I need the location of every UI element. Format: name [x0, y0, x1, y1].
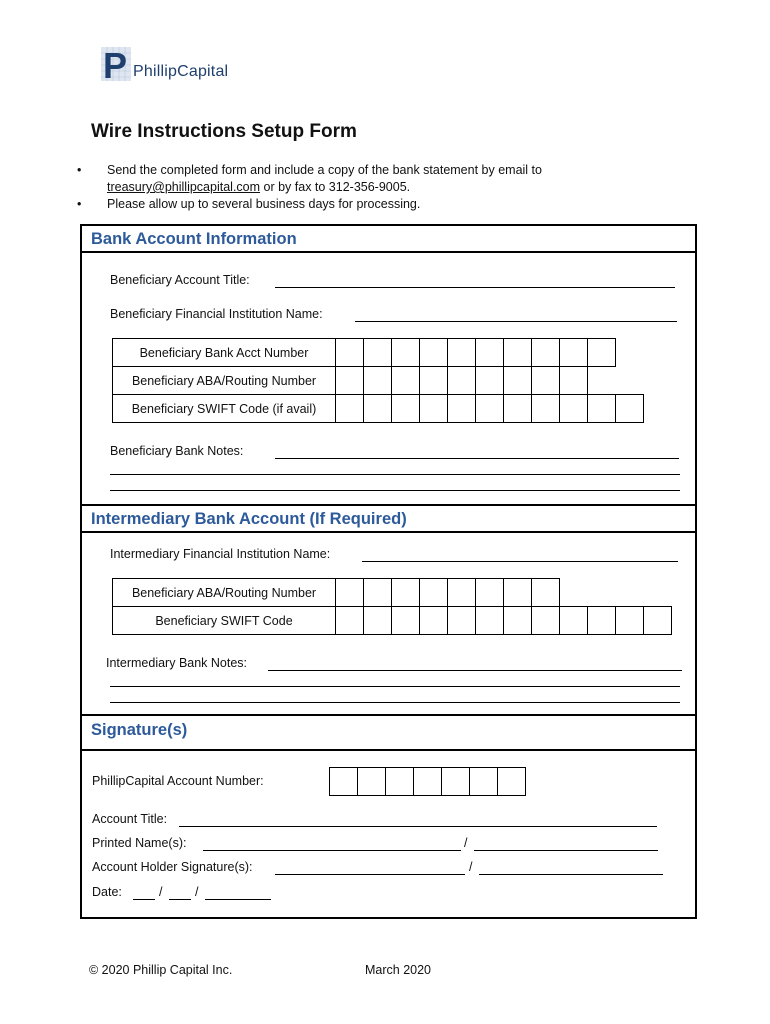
logo-mark-letter: P: [103, 47, 128, 81]
digit-box[interactable]: [504, 395, 532, 423]
printed-name-field-2[interactable]: [474, 850, 658, 851]
digit-box[interactable]: [336, 339, 364, 367]
beneficiary-notes-line[interactable]: [110, 474, 680, 475]
table-row: [113, 395, 644, 423]
digit-box[interactable]: [420, 395, 448, 423]
digit-box[interactable]: [364, 607, 392, 635]
intermediary-institution-field[interactable]: [362, 561, 678, 562]
beneficiary-account-title-field[interactable]: [275, 287, 675, 288]
acct-number-label: Beneficiary Bank Acct Number: [113, 339, 336, 367]
digit-box[interactable]: [476, 607, 504, 635]
signature-section-heading: Signature(s): [82, 716, 695, 751]
aba-routing-label: Beneficiary ABA/Routing Number: [113, 367, 336, 395]
beneficiary-notes-label: Beneficiary Bank Notes:: [110, 444, 244, 458]
digit-box[interactable]: [476, 395, 504, 423]
digit-box[interactable]: [504, 607, 532, 635]
digit-box[interactable]: [532, 339, 560, 367]
digit-box[interactable]: [532, 607, 560, 635]
signature-section: [80, 714, 697, 919]
digit-box[interactable]: [448, 367, 476, 395]
date-month-field[interactable]: [133, 899, 155, 900]
digit-box[interactable]: [616, 395, 644, 423]
digit-box[interactable]: [330, 768, 358, 796]
table-row: [113, 339, 644, 367]
digit-box[interactable]: [442, 768, 470, 796]
instructions-list: [74, 162, 542, 213]
digit-box[interactable]: [588, 395, 616, 423]
digit-box[interactable]: [364, 339, 392, 367]
intermediary-section-heading: Intermediary Bank Account (If Required): [82, 506, 695, 533]
holder-signature-label: Account Holder Signature(s):: [92, 860, 253, 874]
intermediary-notes-line[interactable]: [110, 686, 680, 687]
intermediary-aba-label: Beneficiary ABA/Routing Number: [113, 579, 336, 607]
digit-box[interactable]: [448, 339, 476, 367]
digit-box[interactable]: [588, 339, 616, 367]
signature-field-1[interactable]: [275, 874, 465, 875]
account-number-label: PhillipCapital Account Number:: [92, 774, 264, 788]
digit-box[interactable]: [476, 339, 504, 367]
bank-section-heading: Bank Account Information: [82, 226, 695, 253]
beneficiary-institution-field[interactable]: [355, 321, 677, 322]
date-year-field[interactable]: [205, 899, 271, 900]
beneficiary-notes-field[interactable]: [275, 458, 679, 459]
digit-box[interactable]: [392, 367, 420, 395]
digit-box[interactable]: [414, 768, 442, 796]
digit-box[interactable]: [364, 395, 392, 423]
swift-code-label: Beneficiary SWIFT Code (if avail): [113, 395, 336, 423]
digit-box[interactable]: [560, 339, 588, 367]
printed-names-slash: /: [464, 836, 468, 850]
digit-box[interactable]: [532, 579, 560, 607]
table-row: [113, 607, 672, 635]
digit-box[interactable]: [364, 367, 392, 395]
digit-box[interactable]: [420, 367, 448, 395]
instruction-text: Send the completed form and include a copy of the bank statement by email to: [107, 163, 542, 177]
digit-box[interactable]: [392, 339, 420, 367]
account-title-label: Account Title:: [92, 812, 168, 826]
digit-box[interactable]: [470, 768, 498, 796]
digit-box[interactable]: [504, 367, 532, 395]
digit-box[interactable]: [448, 395, 476, 423]
instruction-text: Please allow up to several business days for processing.: [107, 197, 421, 211]
instruction-item: [74, 162, 542, 196]
bullet-icon: •: [77, 197, 82, 211]
account-title-field[interactable]: [179, 826, 657, 827]
digit-box[interactable]: [392, 395, 420, 423]
digit-box[interactable]: [392, 579, 420, 607]
footer-copyright: © 2020 Phillip Capital Inc.: [89, 963, 233, 977]
digit-box[interactable]: [560, 395, 588, 423]
account-number-boxes: [329, 767, 526, 796]
digit-box[interactable]: [532, 395, 560, 423]
digit-box[interactable]: [386, 768, 414, 796]
table-row: [330, 768, 526, 796]
intermediary-codes-table: [112, 578, 672, 635]
digit-box[interactable]: [448, 579, 476, 607]
date-slash-2: /: [195, 885, 199, 899]
bank-account-section: [80, 224, 697, 506]
digit-box[interactable]: [420, 579, 448, 607]
digit-box[interactable]: [336, 607, 364, 635]
digit-box[interactable]: [616, 607, 644, 635]
intermediary-notes-field[interactable]: [268, 670, 682, 671]
page-title: Wire Instructions Setup Form: [91, 121, 357, 142]
fax-text: or by fax to 312-356-9005.: [260, 180, 411, 194]
signature-field-2[interactable]: [479, 874, 663, 875]
digit-box[interactable]: [364, 579, 392, 607]
signature-slash: /: [469, 860, 473, 874]
digit-box[interactable]: [476, 367, 504, 395]
digit-box[interactable]: [476, 579, 504, 607]
digit-box[interactable]: [588, 607, 616, 635]
digit-box[interactable]: [336, 367, 364, 395]
printed-names-label: Printed Name(s):: [92, 836, 187, 850]
printed-name-field-1[interactable]: [203, 850, 461, 851]
phillipcapital-logo-icon: [101, 47, 131, 81]
beneficiary-notes-line[interactable]: [110, 490, 680, 491]
digit-box[interactable]: [336, 395, 364, 423]
digit-box[interactable]: [504, 579, 532, 607]
beneficiary-codes-table: [112, 338, 644, 423]
digit-box[interactable]: [420, 607, 448, 635]
table-row: [113, 367, 644, 395]
digit-box[interactable]: [392, 607, 420, 635]
digit-box[interactable]: [358, 768, 386, 796]
intermediary-notes-line[interactable]: [110, 702, 680, 703]
digit-box[interactable]: [560, 607, 588, 635]
footer-date: March 2020: [365, 963, 432, 977]
intermediary-bank-section: [80, 504, 697, 716]
digit-box[interactable]: [560, 367, 588, 395]
digit-box[interactable]: [504, 339, 532, 367]
treasury-email-link[interactable]: treasury@phillipcapital.com: [107, 180, 261, 194]
logo-text: PhillipCapital: [133, 63, 229, 80]
bullet-icon: •: [77, 163, 82, 177]
digit-box[interactable]: [644, 607, 672, 635]
intermediary-institution-label: Intermediary Financial Institution Name:: [110, 547, 331, 561]
digit-box[interactable]: [498, 768, 526, 796]
table-row: [113, 579, 672, 607]
date-day-field[interactable]: [169, 899, 191, 900]
digit-box[interactable]: [336, 579, 364, 607]
date-slash-1: /: [159, 885, 163, 899]
date-label: Date:: [92, 885, 122, 899]
beneficiary-account-title-label: Beneficiary Account Title:: [110, 273, 250, 287]
intermediary-notes-label: Intermediary Bank Notes:: [106, 656, 248, 670]
digit-box[interactable]: [448, 607, 476, 635]
digit-box[interactable]: [420, 339, 448, 367]
instruction-item: [74, 196, 542, 213]
digit-box[interactable]: [532, 367, 560, 395]
beneficiary-institution-label: Beneficiary Financial Institution Name:: [110, 307, 323, 321]
intermediary-swift-label: Beneficiary SWIFT Code: [113, 607, 336, 635]
